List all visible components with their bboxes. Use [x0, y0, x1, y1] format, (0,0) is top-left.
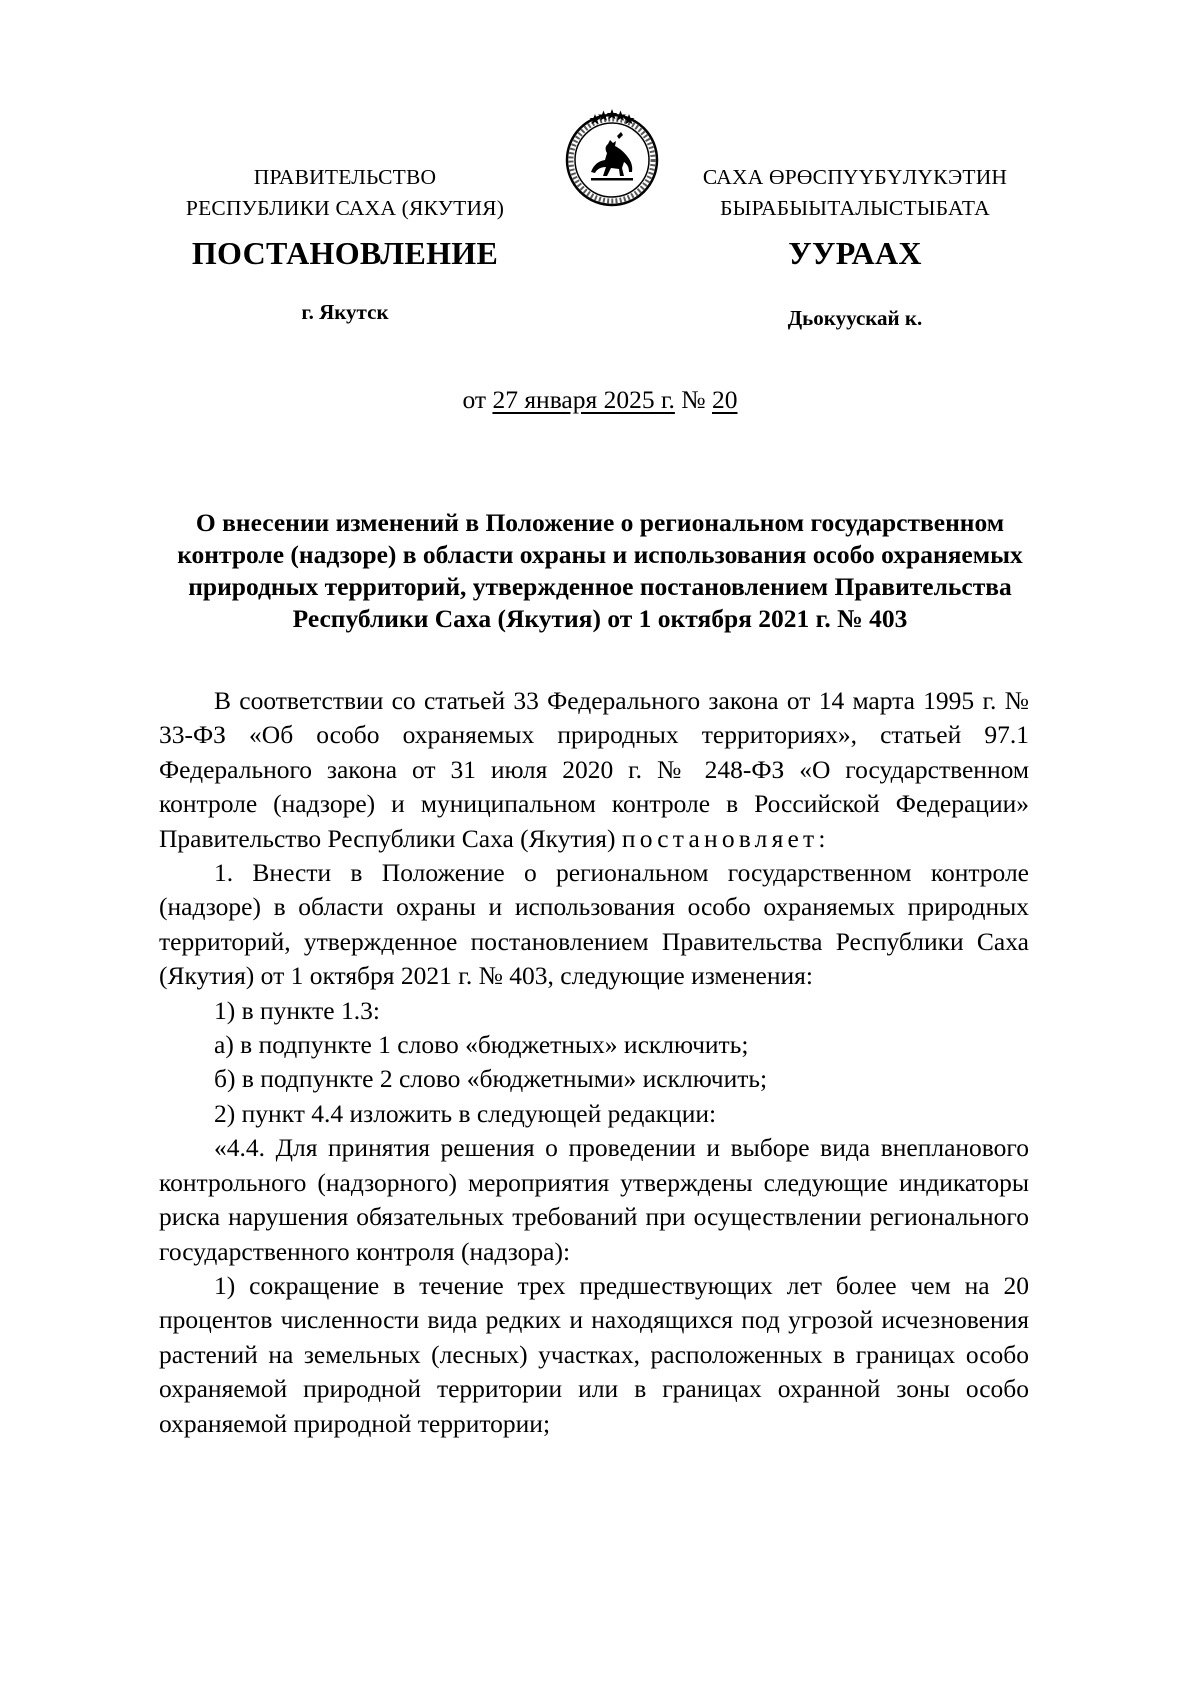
paragraph-subitem: а) в подпункте 1 слово «бюджетных» исключить; [214, 1030, 749, 1060]
paragraph-subitem: 2) пункт 4.4 изложить в следующей редакции: [214, 1098, 717, 1128]
issuer-sah-line1: САХА ӨРӨСПҮҮБҮЛҮКЭТИН [702, 165, 1008, 189]
issuer-ru-line2: РЕСПУБЛИКИ САХА (ЯКУТИЯ) [185, 196, 505, 220]
paragraph-preamble [159, 684, 1029, 856]
paragraph-4-4: «4.4. Для принятия решения о проведении и выборе вида внепланового контрольного (надзорного) мероприятия утверждены следующие индикаторы риска нарушения обязательных требований при осуществлении регионального государственного контроля (надзора): [159, 1133, 1029, 1266]
date-prefix: от [462, 385, 487, 414]
number-sign: № [681, 385, 706, 414]
city-sah: Дьокуускай к. [787, 306, 923, 330]
doc-type-ru: ПОСТАНОВЛЕНИЕ [191, 235, 499, 271]
paragraph-item-1: 1. Внести в Положение о региональном государственном контроле (надзоре) в области охраны и использования особо охраняемых природных территорий, утвержденное постановлением Правительства Республики Саха (Якутия) от 1 октября 2021 г. № 403, следующие изменения: [159, 858, 1029, 991]
issuer-ru [145, 162, 545, 224]
title-line: контроле (надзоре) в области охраны и использования особо охраняемых [177, 540, 1023, 569]
city-ru: г. Якутск [301, 300, 389, 324]
document-title [100, 507, 1100, 635]
doc-number: 20 [712, 385, 738, 414]
issuer-ru-line1: ПРАВИТЕЛЬСТВО [253, 165, 437, 189]
title-line: О внесении изменений в Положение о региональном государственном [195, 508, 1005, 537]
paragraph-indicator-1: 1) сокращение в течение трех предшествующих лет более чем на 20 процентов численности вида редких и находящихся под угрозой исчезновения растений на земельных (лесных) участках, расположенных в границах особо охраняемой природной территории или в границах охранной зоны особо охраняемой природной территории; [159, 1270, 1029, 1438]
date-value: 27 января 2025 г. [492, 385, 675, 414]
preamble-text: В соответствии со статьей 33 Федерального закона от 14 марта 1995 г. № 33-ФЗ «Об особо охраняемых природных территориях», статьей 97.1 Федерального закона от 31 июля 2020 г. № 248-ФЗ «О государственном контроле (надзоре) и муниципальном контроле в Российской Федерации» Правительство Республики Саха (Якутия) [159, 686, 1029, 853]
title-line: Республики Саха (Якутия) от 1 октября 2021 г. № 403 [292, 604, 908, 633]
issuer-sah-line2: БЫРАБЫЫТАЛЫСТЫБАТА [720, 196, 990, 220]
paragraph-subitem: б) в подпункте 2 слово «бюджетными» исключить; [214, 1064, 768, 1094]
paragraph-subitem: 1) в пункте 1.3: [214, 995, 380, 1025]
coat-of-arms-icon [561, 106, 663, 208]
title-line: природных территорий, утвержденное постановлением Правительства [188, 572, 1012, 601]
issuer-sah [655, 162, 1055, 224]
resolves-word: постановляет: [621, 823, 830, 853]
document-body [159, 684, 1029, 1441]
date-line [0, 385, 1200, 415]
doc-type-sah: УУРААХ [788, 235, 922, 271]
